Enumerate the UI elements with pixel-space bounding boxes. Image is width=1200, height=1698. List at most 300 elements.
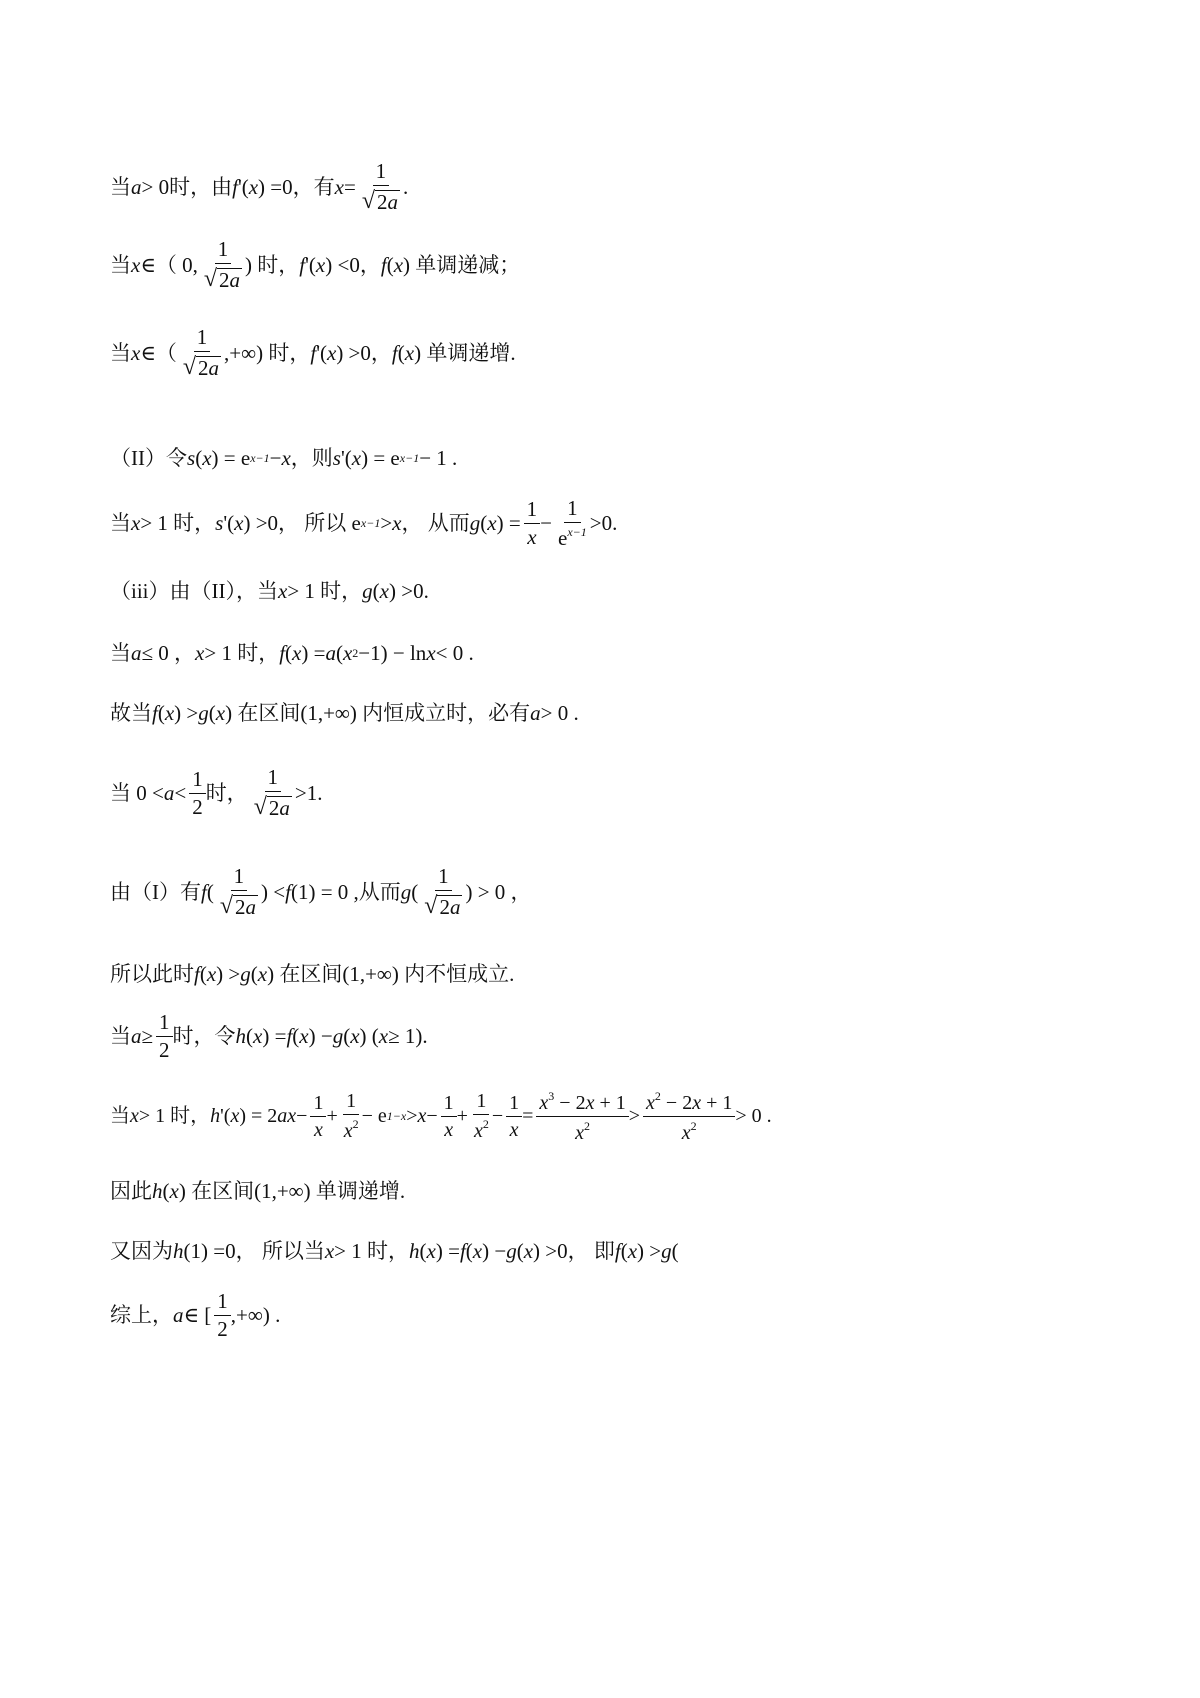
- var: a: [279, 796, 290, 820]
- text: ) >: [216, 961, 241, 986]
- numerator: 1: [373, 161, 390, 186]
- fraction: [471, 1091, 492, 1141]
- text: −: [540, 510, 553, 535]
- var: x: [202, 445, 212, 470]
- text: （II）令: [110, 445, 187, 470]
- line-3: [110, 323, 1110, 383]
- denominator: [201, 264, 245, 291]
- var: x: [473, 1120, 483, 1142]
- text: 因此: [110, 1178, 152, 1203]
- text: (1) = 0 ,从而: [290, 879, 401, 904]
- var: a: [163, 780, 175, 805]
- var: a: [131, 1023, 142, 1048]
- var: x: [131, 340, 141, 365]
- sqrt: √ 2a: [182, 354, 220, 380]
- line-8: [110, 683, 1110, 743]
- text: >: [406, 1105, 418, 1127]
- var: x: [281, 445, 291, 470]
- fraction: [524, 496, 541, 549]
- denominator: [217, 891, 261, 918]
- var: f: [232, 174, 238, 199]
- fraction: [555, 495, 590, 550]
- var: x: [206, 961, 217, 986]
- line-5: [110, 493, 1110, 553]
- text: e: [558, 525, 568, 550]
- line-2: [110, 235, 1110, 295]
- text: (: [343, 1023, 351, 1048]
- text: > 1 时，: [334, 1238, 410, 1263]
- text: ，则: [290, 445, 333, 470]
- var: g: [240, 961, 251, 986]
- var: x: [681, 1121, 691, 1144]
- text: ) =: [301, 640, 326, 665]
- numerator: 1: [310, 1093, 326, 1117]
- exponent: 1−x: [386, 1109, 407, 1123]
- text: ) =: [262, 1023, 287, 1048]
- var: x: [487, 510, 497, 535]
- numerator: 1: [435, 866, 452, 891]
- text: ≥: [141, 1023, 154, 1048]
- text: ) >0.: [389, 578, 429, 603]
- line-14: [110, 1161, 1110, 1221]
- text: >0.: [589, 510, 618, 535]
- fraction: [201, 239, 245, 291]
- var: g: [198, 700, 209, 725]
- line-4: [110, 428, 1110, 488]
- denominator: [555, 523, 590, 549]
- var: x: [315, 252, 326, 277]
- fraction: [310, 1093, 326, 1140]
- text: (: [195, 445, 203, 470]
- text: −: [296, 1105, 308, 1127]
- var: x: [585, 1091, 595, 1114]
- var: a: [530, 700, 541, 725]
- numerator: 1: [441, 1093, 457, 1117]
- var: f: [614, 1238, 621, 1263]
- denominator: [421, 891, 465, 918]
- numerator: 1: [473, 1091, 489, 1115]
- text: ) >0， 所以 e: [243, 510, 361, 535]
- numerator: 1: [506, 1093, 522, 1117]
- text: ) 在区间(1,+∞) 内不恒成立.: [267, 961, 515, 986]
- text: −1) − ln: [358, 640, 427, 665]
- text: 综上，: [110, 1302, 173, 1327]
- text: ) 单调递增.: [414, 340, 516, 365]
- var: x: [299, 1023, 309, 1048]
- denominator: x: [444, 1118, 454, 1141]
- var: x: [426, 640, 436, 665]
- var: g: [400, 879, 412, 904]
- numerator: 1: [265, 767, 282, 792]
- numerator: [643, 1090, 735, 1117]
- fraction: [251, 767, 295, 819]
- fraction: [189, 766, 206, 819]
- line-11: [110, 944, 1110, 1004]
- text: (: [162, 1178, 170, 1203]
- text: (1) =0， 所以当: [183, 1238, 325, 1263]
- text: (: [372, 578, 380, 603]
- fraction: [536, 1090, 628, 1143]
- var: g: [362, 578, 373, 603]
- text: (: [335, 640, 343, 665]
- denominator: x: [527, 524, 537, 549]
- text: − e: [361, 1105, 387, 1127]
- text: ) > 0 ，: [465, 879, 532, 904]
- sqrt: √ 2a: [424, 893, 461, 919]
- text: (: [285, 640, 293, 665]
- var: x: [575, 1121, 585, 1144]
- text: =: [343, 174, 356, 199]
- line-15: [110, 1221, 1110, 1281]
- var: x: [646, 1091, 655, 1114]
- numerator: 1: [564, 498, 581, 523]
- text: 又因为: [110, 1238, 173, 1263]
- var: g: [469, 510, 481, 535]
- text: ) >0，: [336, 340, 392, 365]
- text: > 1 时，: [138, 1105, 211, 1127]
- text: ) −: [308, 1023, 333, 1048]
- var: f: [285, 879, 291, 904]
- text: >1.: [294, 780, 323, 805]
- exponent: 2: [352, 646, 359, 660]
- text: (: [397, 340, 405, 365]
- numerator: [536, 1090, 628, 1117]
- denominator: [679, 1117, 700, 1143]
- fraction: [156, 1009, 173, 1062]
- var: s: [215, 510, 224, 535]
- line-13: [110, 1086, 1110, 1146]
- text: + 1: [701, 1091, 733, 1114]
- fraction: [180, 327, 224, 379]
- text: '(: [316, 340, 327, 365]
- fraction: [506, 1093, 522, 1140]
- var: s: [332, 445, 341, 470]
- denominator: [341, 1115, 362, 1141]
- var: x: [539, 1091, 549, 1114]
- text: > 1 时，: [140, 510, 216, 535]
- text: <: [174, 780, 187, 805]
- var: g: [506, 1238, 517, 1263]
- text: −: [269, 445, 282, 470]
- exponent: x−1: [399, 451, 420, 465]
- text: 当: [110, 1105, 130, 1127]
- text: ) =0，有: [258, 174, 335, 199]
- text: .: [402, 174, 409, 199]
- text: > 0时，由: [141, 174, 233, 199]
- var: x: [230, 1105, 240, 1127]
- text: 故当: [110, 700, 152, 725]
- text: (: [516, 1238, 524, 1263]
- text: ) 在区间(1,+∞) 单调递增.: [178, 1178, 406, 1203]
- var: f: [201, 879, 207, 904]
- fraction: [217, 866, 261, 918]
- var: x: [169, 1178, 179, 1203]
- var: x: [131, 252, 141, 277]
- var: x: [692, 1091, 702, 1114]
- text: (: [386, 252, 394, 277]
- var: x: [392, 510, 402, 535]
- var: h: [173, 1238, 184, 1263]
- var: x: [343, 1120, 353, 1142]
- text: > 1 时，: [287, 578, 363, 603]
- text: (: [419, 1238, 427, 1263]
- fraction: [214, 1288, 231, 1341]
- var: f: [152, 700, 158, 725]
- var: ax: [277, 1105, 297, 1127]
- text: ∈ [: [183, 1302, 212, 1327]
- var: h: [409, 1238, 420, 1263]
- text: +: [326, 1105, 338, 1127]
- text: ≤ 0 ，: [141, 640, 196, 665]
- text: (: [250, 961, 258, 986]
- var: f: [380, 252, 387, 277]
- text: 当: [110, 510, 131, 535]
- var: x: [131, 510, 141, 535]
- var: f: [310, 340, 317, 365]
- exponent: 2: [482, 1117, 489, 1131]
- text: （iii）由（II），当: [110, 578, 278, 603]
- var: g: [661, 1238, 672, 1263]
- text: 当: [110, 640, 131, 665]
- sqrt: √ 2a: [203, 266, 241, 292]
- var: f: [286, 1023, 293, 1048]
- numerator: 1: [215, 239, 232, 264]
- numerator: 1: [194, 327, 211, 352]
- text: 当 0 <: [110, 780, 164, 805]
- numerator: 1: [343, 1091, 359, 1115]
- text: ,+∞) 时，: [224, 340, 311, 365]
- text: − 2: [554, 1091, 586, 1114]
- fraction: [341, 1091, 362, 1141]
- var: x: [523, 1238, 534, 1263]
- numerator: 1: [189, 769, 206, 794]
- text: ) 时，: [245, 252, 300, 277]
- var: a: [229, 268, 241, 292]
- var: x: [472, 1238, 483, 1263]
- denominator: 2: [217, 1316, 228, 1341]
- var: x: [324, 1238, 335, 1263]
- var: a: [208, 356, 220, 380]
- text: ) >0， 即: [533, 1238, 615, 1263]
- var: x: [326, 340, 337, 365]
- text: (: [206, 879, 214, 904]
- var: x: [393, 252, 404, 277]
- var: h: [235, 1023, 247, 1048]
- text: 2: [439, 895, 450, 919]
- text: ) <0，: [325, 252, 381, 277]
- text: (: [157, 700, 165, 725]
- var: x: [292, 640, 302, 665]
- text: (: [208, 700, 216, 725]
- fraction: [643, 1090, 735, 1143]
- text: ) = e: [361, 445, 400, 470]
- text: ) >: [174, 700, 199, 725]
- text: + 1: [594, 1091, 626, 1114]
- line-1: [110, 157, 1110, 217]
- denominator: [471, 1115, 492, 1141]
- var: f: [194, 961, 200, 986]
- sqrt: √ 2a: [219, 893, 257, 919]
- text: 2: [376, 190, 388, 214]
- text: ) (: [359, 1023, 379, 1048]
- text: > 0 .: [540, 700, 579, 725]
- text: 2: [235, 895, 246, 919]
- text: '(: [220, 1105, 231, 1127]
- text: ) =: [435, 1238, 460, 1263]
- var: a: [173, 1302, 184, 1327]
- exponent: x−1: [250, 451, 270, 465]
- var: x: [130, 1105, 139, 1127]
- var: x: [417, 1105, 427, 1127]
- var: x: [253, 1023, 263, 1048]
- denominator: [572, 1117, 593, 1143]
- text: 由（I）有: [110, 879, 201, 904]
- denominator: 2: [192, 794, 203, 819]
- text: − 1 .: [419, 445, 458, 470]
- line-7: [110, 623, 1110, 683]
- line-16: [110, 1285, 1110, 1345]
- text: (: [292, 1023, 300, 1048]
- text: (: [480, 510, 488, 535]
- text: 当: [110, 252, 131, 277]
- var: f: [391, 340, 398, 365]
- text: > 1 时，: [204, 640, 280, 665]
- text: ) <: [261, 879, 286, 904]
- exponent: x−1: [360, 516, 381, 530]
- text: ) = 2: [239, 1105, 278, 1127]
- var: x: [215, 700, 226, 725]
- var: h: [152, 1178, 163, 1203]
- fraction: [421, 866, 465, 918]
- text: −: [491, 1105, 504, 1127]
- text: 2: [198, 356, 209, 380]
- text: ∈（: [140, 340, 177, 365]
- text: ) 单调递减；: [403, 252, 521, 277]
- var: a: [245, 895, 257, 919]
- var: a: [325, 640, 336, 665]
- text: −: [426, 1105, 438, 1127]
- var: x: [234, 510, 244, 535]
- var: x: [257, 961, 268, 986]
- text: ) =: [496, 510, 521, 535]
- exponent: 2: [584, 1118, 591, 1133]
- text: < 0 .: [435, 640, 474, 665]
- var: f: [279, 640, 286, 665]
- text: > 0 .: [735, 1105, 772, 1127]
- line-9: [110, 763, 1110, 823]
- text: 当: [110, 340, 131, 365]
- text: ) >: [637, 1238, 662, 1263]
- var: s: [187, 445, 196, 470]
- var: g: [332, 1023, 344, 1048]
- text: '(: [340, 445, 352, 470]
- fraction: [441, 1093, 457, 1140]
- exponent: 2: [352, 1117, 359, 1131]
- text: '(: [305, 252, 316, 277]
- numerator: 1: [156, 1012, 173, 1037]
- line-10: [110, 862, 1110, 922]
- text: − 2: [660, 1091, 693, 1114]
- text: 当: [110, 1023, 131, 1048]
- text: (: [671, 1238, 679, 1263]
- text: 时，: [205, 780, 248, 805]
- text: 时，令: [172, 1023, 236, 1048]
- text: +: [456, 1105, 468, 1127]
- text: >: [380, 510, 393, 535]
- var: f: [459, 1238, 466, 1263]
- var: a: [131, 640, 142, 665]
- text: 2: [268, 796, 280, 820]
- text: ， 从而: [401, 510, 470, 535]
- exponent: 3: [548, 1088, 555, 1103]
- var: f: [299, 252, 306, 277]
- text: 当: [110, 174, 131, 199]
- var: a: [131, 174, 142, 199]
- sqrt: √ 2a: [253, 794, 290, 820]
- var: x: [334, 174, 344, 199]
- text: ) = e: [211, 445, 251, 470]
- fraction: [359, 161, 403, 213]
- denominator: 2: [159, 1037, 170, 1062]
- denominator: [180, 352, 224, 379]
- text: '(: [223, 510, 235, 535]
- text: >: [628, 1105, 641, 1127]
- denominator: [359, 186, 403, 213]
- text: '(: [237, 174, 249, 199]
- var: x: [351, 445, 362, 470]
- sqrt: √ 2a: [361, 188, 398, 214]
- var: x: [195, 640, 205, 665]
- var: h: [210, 1105, 221, 1127]
- text: (: [465, 1238, 473, 1263]
- var: a: [387, 190, 398, 214]
- text: =: [522, 1105, 534, 1127]
- text: (: [411, 879, 419, 904]
- text: ,+∞) .: [230, 1302, 281, 1327]
- var: x: [404, 340, 415, 365]
- var: x: [278, 578, 288, 603]
- text: ≥ 1).: [388, 1023, 428, 1048]
- numerator: 1: [231, 866, 248, 891]
- text: ) −: [482, 1238, 507, 1263]
- text: 所以此时: [110, 961, 194, 986]
- text: (: [199, 961, 207, 986]
- text: 2: [219, 268, 230, 292]
- denominator: x: [509, 1118, 519, 1141]
- exponent: x−1: [567, 524, 587, 539]
- var: a: [449, 895, 461, 919]
- text: (: [246, 1023, 254, 1048]
- var: x: [379, 578, 389, 603]
- var: x: [248, 174, 259, 199]
- var: x: [426, 1238, 436, 1263]
- var: x: [378, 1023, 389, 1048]
- numerator: 1: [214, 1291, 231, 1316]
- var: x: [350, 1023, 360, 1048]
- text: (: [620, 1238, 628, 1263]
- var: x: [164, 700, 175, 725]
- denominator: [251, 792, 295, 819]
- text: ) 在区间(1,+∞) 内恒成立时，必有: [225, 700, 531, 725]
- denominator: x: [314, 1118, 323, 1141]
- var: x: [342, 640, 353, 665]
- text: ∈（ 0,: [140, 252, 198, 277]
- line-12: [110, 1006, 1110, 1066]
- exponent: 2: [654, 1088, 661, 1103]
- var: x: [627, 1238, 638, 1263]
- exponent: 2: [690, 1118, 697, 1133]
- numerator: 1: [524, 499, 541, 524]
